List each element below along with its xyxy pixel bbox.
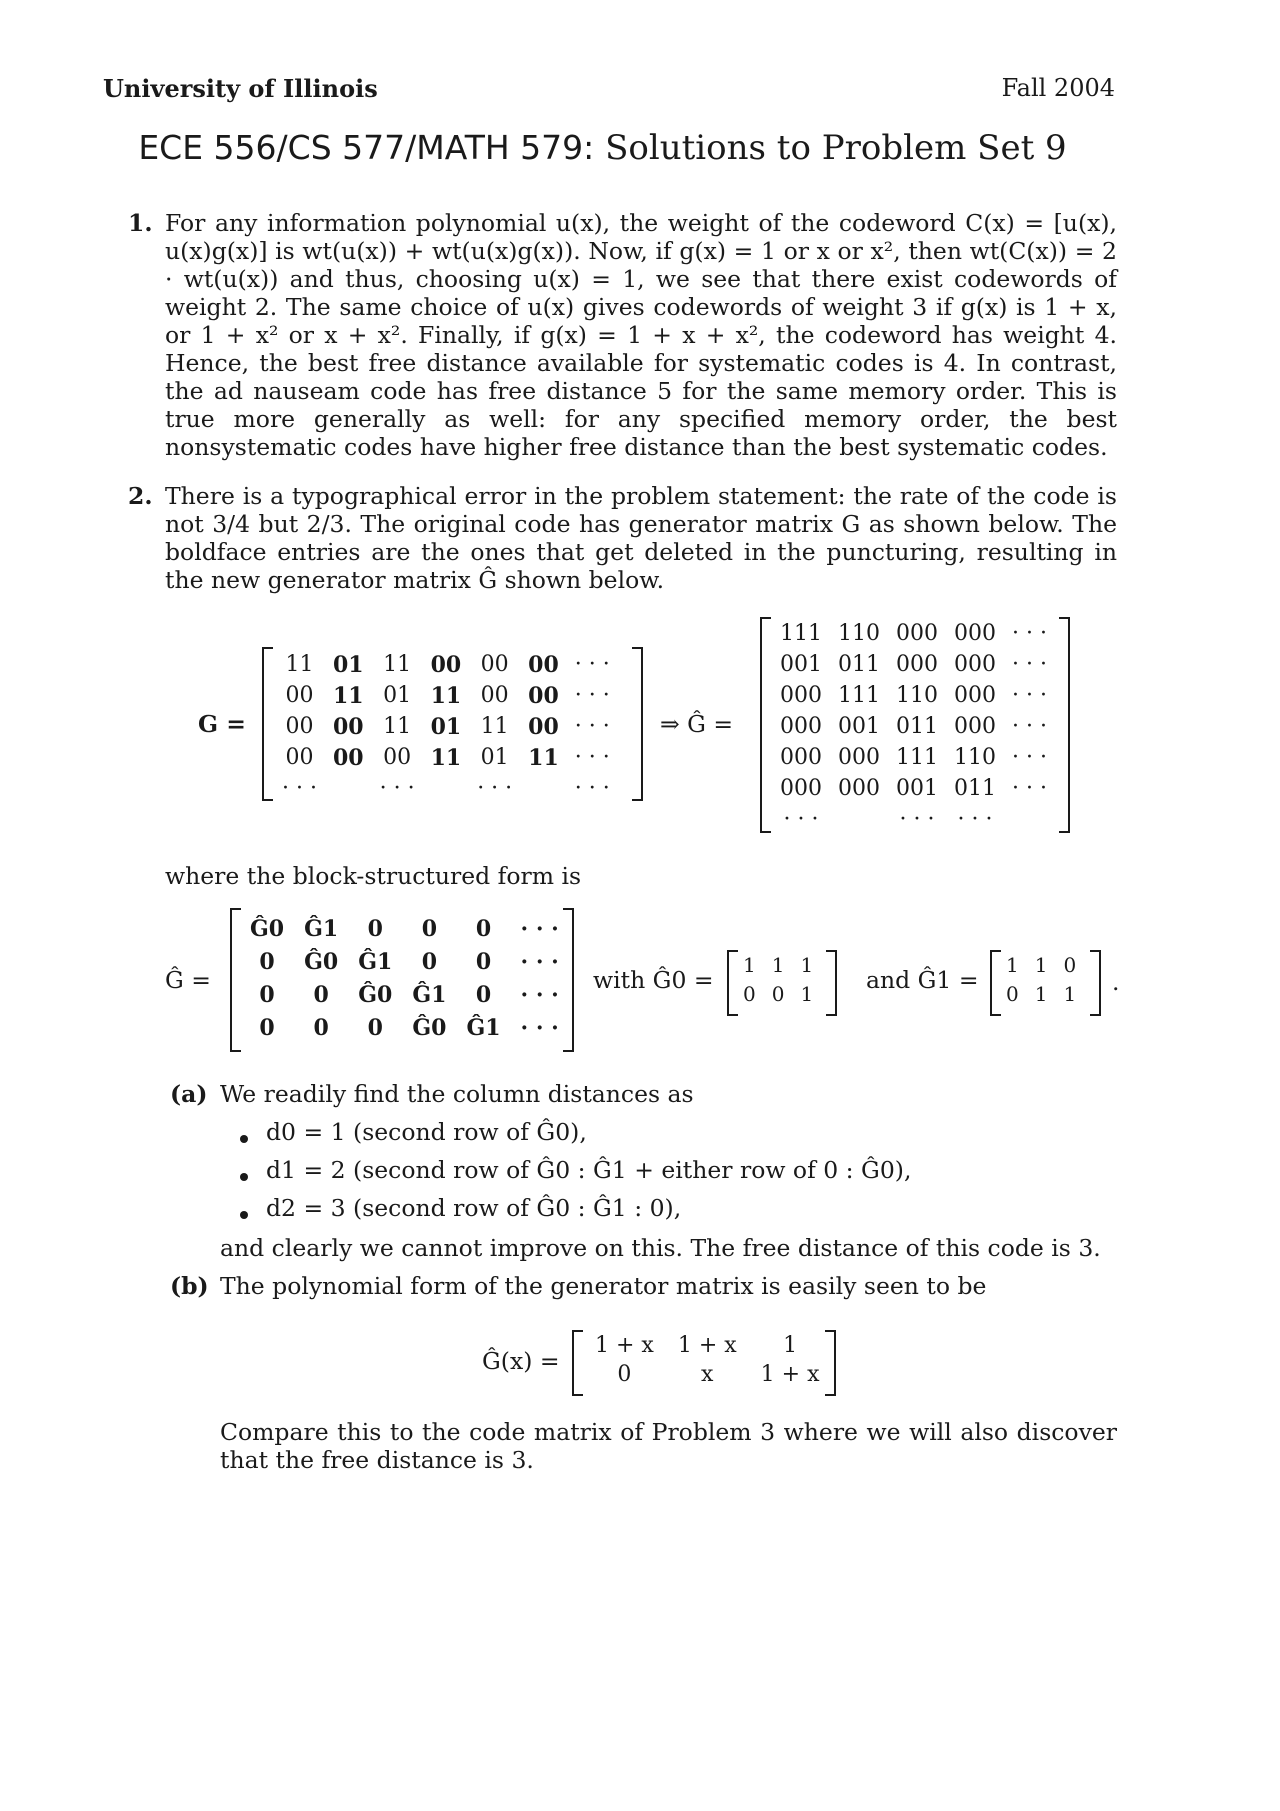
Gx-cell: 1 + x	[677, 1333, 737, 1358]
block-cell: · · ·	[520, 1014, 559, 1041]
Ghat-cell: 000	[780, 714, 822, 739]
block-cell: Ĝ0	[358, 981, 393, 1008]
G-cell: 00	[528, 651, 559, 678]
Ghat-cell: 000	[780, 776, 822, 801]
G-cell: · · ·	[574, 683, 610, 708]
Ghat-cell	[830, 804, 888, 835]
Ghat-row	[772, 773, 1055, 804]
Ghat-cell: 011	[954, 776, 996, 801]
G1-cell: 1	[1006, 952, 1019, 977]
course-codes: ECE 556/CS 577/MATH 579:	[138, 128, 595, 167]
block-right-bracket	[563, 908, 574, 1052]
G-cell: · · ·	[282, 776, 317, 801]
Gx-cell: x	[701, 1362, 714, 1387]
G1-cell: 1	[1034, 952, 1048, 977]
G1-cell: 1	[1034, 981, 1048, 1006]
Ghat-cell: 110	[896, 683, 938, 708]
G0-right-bracket	[826, 950, 837, 1016]
Ghat-cell: · · ·	[1012, 621, 1047, 646]
Gx-right-bracket	[825, 1330, 836, 1396]
block-cell: 0	[259, 1014, 275, 1041]
Gx-cell: 1 + x	[760, 1362, 820, 1387]
Ghat-cell: · · ·	[899, 807, 935, 832]
Ghat-cell: · · ·	[1012, 745, 1047, 770]
G-row	[274, 742, 618, 773]
G-cell: · · ·	[574, 714, 610, 739]
G-row	[274, 680, 618, 711]
G-cell: 00	[285, 714, 314, 739]
G0-row	[735, 950, 821, 979]
problem-1-text: For any information polynomial u(x), the weight of the codeword C(x) = [u(x), u(x)g(x)] is wt(u(x)) + wt(u(x)g(x)). Now, if g(x) = 1 or x or x², then wt(C(x)) = 2 · wt(u(x)) and thus, choosing u(x) = 1, we see that there exist codewords of weight 2. The same choice of u(x) gives codewords of weight 3 if g(x) is 1 + x, or 1 + x² or x + x². Finally, if g(x) = 1 + x + x², the codeword has weight 4. Hence, the best free distance available for systematic codes is 4. In contrast, the ad nauseam code has free distance 5 for the same memory order. This is true more generally as well: for any specified memory order, the best nonsystematic codes have higher free distance than the best systematic codes.	[165, 209, 1117, 461]
G-cell: 00	[528, 713, 559, 740]
Ghat-cell: 000	[954, 621, 996, 646]
Gx-matrix	[583, 1331, 831, 1389]
Ghat-cell: 011	[896, 714, 938, 739]
Gx-cell: 1	[783, 1333, 798, 1358]
Ghat-row	[772, 649, 1055, 680]
block-cell: · · ·	[520, 915, 559, 942]
G-cell: · · ·	[574, 745, 610, 770]
Ghat-cell: 001	[838, 714, 880, 739]
title-text: Solutions to Problem Set 9	[605, 128, 1067, 168]
G-cell: 01	[430, 713, 462, 740]
Ghat-row	[772, 804, 1055, 835]
G0-cell: 0	[743, 981, 756, 1006]
G-cell: 00	[383, 745, 412, 770]
Ghat-cell: 000	[780, 745, 822, 770]
Ghat-cell: 000	[838, 745, 880, 770]
G-cell: 11	[430, 744, 462, 771]
G0-row	[735, 979, 821, 1008]
G1-row	[998, 979, 1084, 1008]
G1-right-bracket	[1090, 950, 1101, 1016]
Ghat-cell: 000	[896, 621, 938, 646]
G-cell	[423, 773, 470, 804]
bullet-dot	[240, 1135, 248, 1143]
block-cell: 0	[259, 948, 275, 975]
G0-cell: 0	[771, 981, 785, 1006]
Ghat-cell: 110	[954, 745, 996, 770]
G-cell: 11	[383, 714, 412, 739]
Ghat-right-bracket	[1059, 617, 1070, 833]
Gx-row	[583, 1360, 831, 1389]
Ghat-matrix	[772, 618, 1055, 835]
term: Fall 2004	[1001, 74, 1115, 102]
G-cell: 11	[383, 652, 412, 677]
part-a-label: (a)	[170, 1080, 208, 1108]
bullet-d0: d0 = 1 (second row of Ĝ0),	[266, 1118, 587, 1146]
Ghat-cell: 110	[838, 621, 880, 646]
bullet-dot	[240, 1211, 248, 1219]
G-cell: 00	[332, 713, 364, 740]
G-cell: 01	[383, 683, 412, 708]
block-cell: Ĝ0	[250, 915, 285, 942]
block-cell: 0	[259, 981, 275, 1008]
period: .	[1112, 968, 1120, 996]
G-cell: · · ·	[574, 652, 610, 677]
G-matrix	[274, 649, 618, 804]
and-G1-label: and Ĝ1 =	[866, 966, 979, 994]
Ghat-block-matrix	[240, 912, 569, 1044]
Gx-label: Ĝ(x) =	[482, 1347, 560, 1375]
block-cell: Ĝ1	[412, 981, 447, 1008]
block-cell: 0	[475, 948, 492, 975]
G-cell: 00	[332, 744, 364, 771]
G-cell: · · ·	[379, 776, 415, 801]
block-cell: 0	[475, 915, 492, 942]
G-cell: 00	[480, 683, 509, 708]
G-cell: 00	[285, 683, 314, 708]
G1-cell: 0	[1063, 952, 1077, 977]
G-cell: 00	[480, 652, 509, 677]
G-cell: · · ·	[574, 776, 610, 801]
block-cell: Ĝ1	[304, 915, 339, 942]
G-cell	[520, 773, 567, 804]
G1-cell: 0	[1006, 981, 1019, 1006]
G-label: G =	[198, 710, 246, 738]
block-row	[240, 1011, 569, 1044]
G-row	[274, 711, 618, 742]
G-cell: 11	[430, 682, 462, 709]
Ghat-cell	[1004, 804, 1055, 835]
Ghat-cell: · · ·	[783, 807, 819, 832]
G0-cell: 1	[800, 981, 814, 1006]
G-cell: 00	[528, 682, 559, 709]
Ghat-cell: 000	[954, 714, 996, 739]
G-cell: · · ·	[477, 776, 513, 801]
Ghat-cell: · · ·	[1012, 776, 1047, 801]
G-cell: 01	[332, 651, 364, 678]
G-cell: 00	[430, 651, 462, 678]
problem-1-number: 1.	[128, 209, 153, 237]
part-a-intro: We readily find the column distances as	[220, 1080, 694, 1108]
G1-cell: 1	[1063, 981, 1077, 1006]
G1-row	[998, 950, 1084, 979]
G-right-bracket	[632, 647, 643, 801]
block-cell: · · ·	[520, 948, 559, 975]
page-title	[0, 128, 1205, 168]
arrow-Ghat-label: ⇒ Ĝ =	[660, 710, 734, 738]
Ghat-cell: 111	[838, 683, 880, 708]
Ghat-cell: · · ·	[1012, 683, 1047, 708]
bullet-dot	[240, 1173, 248, 1181]
Gx-row	[583, 1331, 831, 1360]
Gx-left-bracket	[572, 1330, 583, 1396]
block-cell: Ĝ0	[412, 1014, 447, 1041]
block-cell: Ĝ1	[466, 1014, 501, 1041]
Ghat-cell: · · ·	[1012, 714, 1047, 739]
block-cell: Ĝ1	[358, 948, 393, 975]
Ghat-row	[772, 618, 1055, 649]
problem-2-number: 2.	[128, 482, 153, 510]
institution: University of Illinois	[103, 74, 378, 103]
G-left-bracket	[262, 647, 273, 801]
Ghat-cell: · · ·	[1012, 652, 1047, 677]
Ghat-cell: 111	[896, 745, 938, 770]
block-cell: 0	[313, 981, 329, 1008]
G-cell: 11	[332, 682, 364, 709]
bullet-d1: d1 = 2 (second row of Ĝ0 : Ĝ1 + either row of 0 : Ĝ0),	[266, 1156, 912, 1184]
block-row	[240, 945, 569, 978]
block-cell: 0	[367, 915, 383, 942]
G-cell: 00	[285, 745, 314, 770]
part-b-closing: Compare this to the code matrix of Problem 3 where we will also discover that the free distance is 3.	[220, 1418, 1117, 1474]
Ghat-cell: 000	[780, 683, 822, 708]
Ghat-cell: 000	[838, 776, 880, 801]
block-cell: 0	[421, 948, 438, 975]
G-cell: 11	[480, 714, 509, 739]
block-cell: 0	[421, 915, 438, 942]
Ghat-cell: 000	[954, 683, 996, 708]
Ghat-block-label: Ĝ =	[165, 966, 211, 994]
Ghat-row	[772, 680, 1055, 711]
Ghat-left-bracket	[760, 617, 771, 833]
block-cell: Ĝ0	[304, 948, 339, 975]
block-cell: 0	[313, 1014, 329, 1041]
Ghat-row	[772, 742, 1055, 773]
Ghat-cell: 111	[780, 621, 822, 646]
problem-2-text: There is a typographical error in the problem statement: the rate of the code is not 3/4 but 2/3. The original code has generator matrix G as shown below. The boldface entries are the ones that get deleted in the puncturing, resulting in the new generator matrix Ĝ shown below.	[165, 482, 1117, 594]
Ghat-cell: 000	[954, 652, 996, 677]
G0-cell: 1	[743, 952, 756, 977]
Gx-cell: 1 + x	[595, 1333, 654, 1358]
Ghat-cell: 001	[780, 652, 822, 677]
Ghat-cell: · · ·	[957, 807, 993, 832]
part-b-label: (b)	[170, 1272, 209, 1300]
Gx-cell: 0	[617, 1362, 632, 1387]
block-cell: 0	[475, 981, 492, 1008]
G-cell: 11	[528, 744, 559, 771]
Ghat-cell: 001	[896, 776, 938, 801]
part-b-intro: The polynomial form of the generator matrix is easily seen to be	[220, 1272, 987, 1300]
G0-matrix	[735, 950, 821, 1008]
G-cell: 01	[480, 745, 509, 770]
bullet-d2: d2 = 3 (second row of Ĝ0 : Ĝ1 : 0),	[266, 1194, 682, 1222]
part-a-conclusion: and clearly we cannot improve on this. The free distance of this code is 3.	[220, 1234, 1101, 1262]
block-cell: · · ·	[520, 981, 559, 1008]
block-cell: 0	[367, 1014, 383, 1041]
G-row	[274, 773, 618, 804]
G1-matrix	[998, 950, 1084, 1008]
Ghat-row	[772, 711, 1055, 742]
block-intro: where the block-structured form is	[165, 862, 582, 890]
G-cell	[325, 773, 372, 804]
G-row	[274, 649, 618, 680]
Ghat-cell: 011	[838, 652, 880, 677]
G0-cell: 1	[800, 952, 814, 977]
with-G0-label: with Ĝ0 =	[593, 966, 714, 994]
Ghat-cell: 000	[896, 652, 938, 677]
G0-cell: 1	[771, 952, 785, 977]
block-row	[240, 912, 569, 945]
G-cell: 11	[285, 652, 314, 677]
block-row	[240, 978, 569, 1011]
